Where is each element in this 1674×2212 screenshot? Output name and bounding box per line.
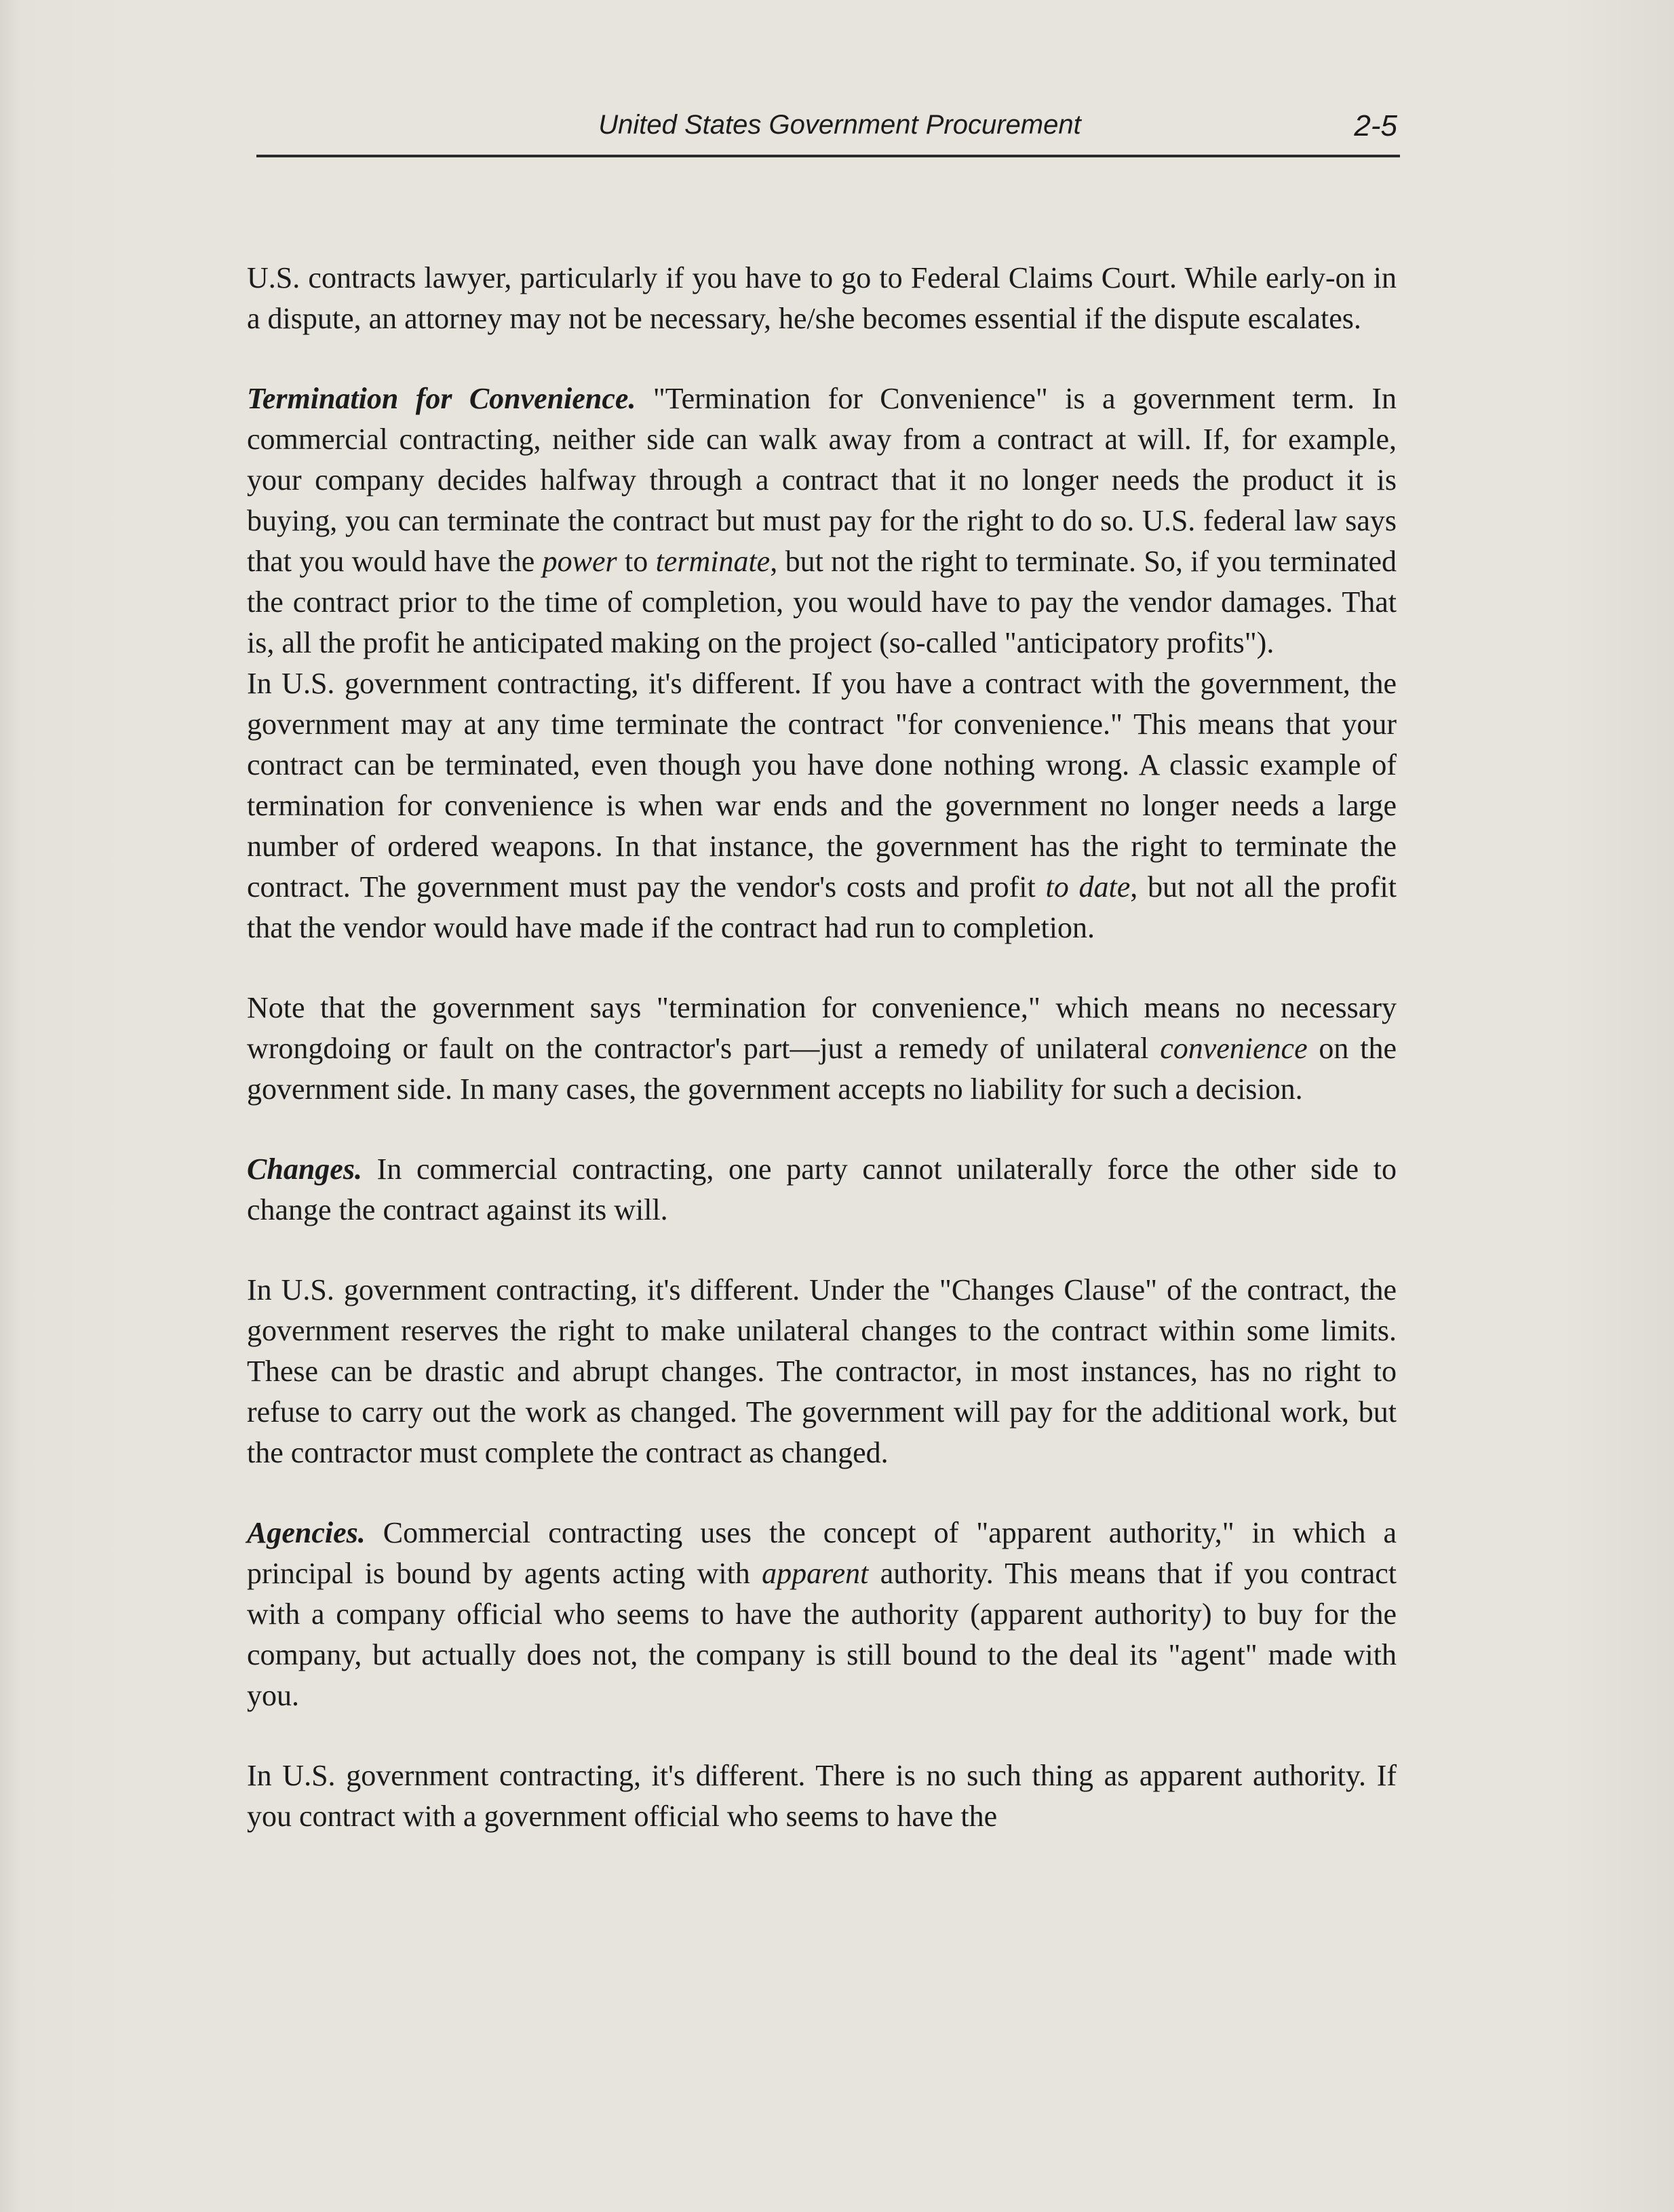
paragraph-lawyer: U.S. contracts lawyer, particularly if you have to go to Federal Claims Court. While early-on in a dispute, an attorney may not be necessary, he/she becomes essential if the dispute escalates. bbox=[247, 261, 1397, 335]
emphasis-text: apparent bbox=[762, 1557, 869, 1590]
run-in-heading: Changes. bbox=[247, 1152, 362, 1186]
paragraph-government-termination bbox=[247, 663, 1397, 948]
paragraph-text: authority. This means that if you contract with a company official who seems to have the authority (apparent authority) to buy for the company, but actually does not, the company is still bound to the deal its "agent" made with you. bbox=[247, 1557, 1397, 1712]
paragraph-changes-clause: In U.S. government contracting, it's different. Under the "Changes Clause" of the contract, the government reserves the right to make unilateral changes to the contract within some limits. These can be drastic and abrupt changes. The contractor, in most instances, has no right to refuse to carry out the work as changed. The government will pay for the additional work, but the contractor must complete the contract as changed. bbox=[247, 1273, 1397, 1469]
running-header bbox=[256, 107, 1400, 157]
emphasis-text: convenience bbox=[1160, 1032, 1308, 1065]
paragraph-termination bbox=[247, 379, 1397, 663]
paragraph-text: In U.S. government contracting, it's different. If you have a contract with the government, the government may at any time terminate the contract "for convenience." This means that your contract can be terminated, even though you have done nothing wrong. A classic example of termination for convenience is when war ends and the government no longer needs a large number of ordered weapons. In that instance, the government has the right to terminate the contract. The government must pay the vendor's costs and profit bbox=[247, 667, 1397, 904]
paragraph-text: Commercial contracting uses the concept of "apparent authority," in which a principal is bound by agents acting with bbox=[247, 1516, 1397, 1590]
paragraph-changes bbox=[247, 1149, 1397, 1230]
running-title: United States Government Procurement bbox=[598, 110, 1081, 140]
paragraph-agencies bbox=[247, 1513, 1397, 1716]
paragraph-note bbox=[247, 988, 1397, 1110]
paragraph-text: Note that the government says "termination for convenience," which means no necessary wrongdoing or fault on the contractor's part—just a remedy of unilateral bbox=[247, 991, 1397, 1065]
run-in-heading: Agencies. bbox=[247, 1516, 366, 1549]
page-number: 2-5 bbox=[1354, 109, 1397, 142]
emphasis-text: power bbox=[542, 545, 617, 578]
body-text bbox=[247, 258, 1397, 1876]
paragraph-text: , but not all the profit that the vendor would have made if the contract had run to completion. bbox=[247, 870, 1397, 944]
emphasis-text: to date bbox=[1045, 870, 1131, 904]
emphasis-text: terminate bbox=[655, 545, 771, 578]
paragraph-text: In commercial contracting, one party cannot unilaterally force the other side to change the contract against its will. bbox=[247, 1152, 1397, 1226]
run-in-heading: Termination for Convenience. bbox=[247, 382, 636, 415]
paragraph-text: on the government side. In many cases, the government accepts no liability for such a decision. bbox=[247, 1032, 1397, 1106]
paragraph-text: , but not the right to terminate. So, if you terminated the contract prior to the time of completion, you would have to pay the vendor damages. That is, all the profit he anticipated making on the project (so-called "anticipatory profits"). bbox=[247, 545, 1397, 659]
paragraph-text: to bbox=[617, 545, 656, 578]
paragraph-text: "Termination for Convenience" is a government term. In commercial contracting, neither side can walk away from a contract at will. If, for example, your company decides halfway through a contract that it no longer needs the product it is buying, you can terminate the contract but must pay for the right to do so. U.S. federal law says that you would have the bbox=[247, 382, 1397, 578]
paragraph-apparent-authority: In U.S. government contracting, it's different. There is no such thing as apparent authority. If you contract with a government official who seems to have the bbox=[247, 1759, 1397, 1833]
